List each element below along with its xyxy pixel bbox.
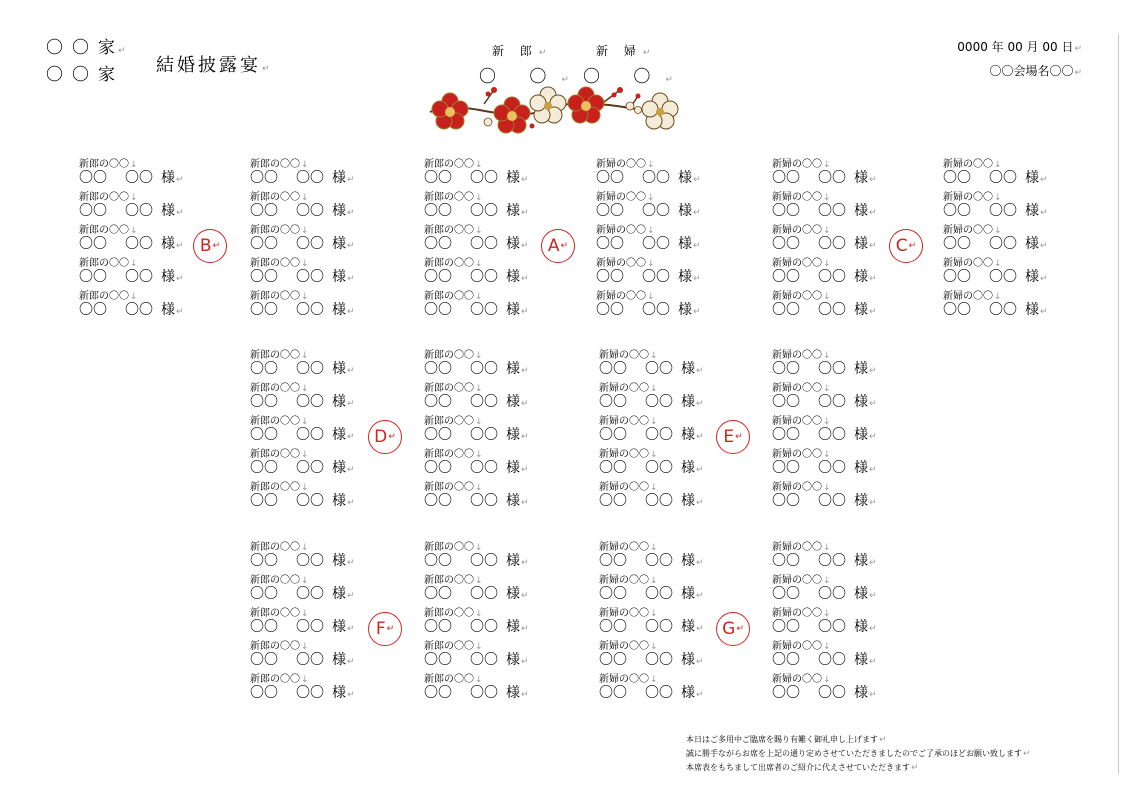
guest-name: 〇〇 〇〇 様↵ — [79, 236, 184, 252]
guest-relation: 新婦の〇〇↓ — [772, 542, 831, 553]
guest-entry — [424, 384, 542, 412]
guest-relation: 新郎の〇〇↓ — [424, 225, 483, 236]
guest-entry — [943, 259, 1061, 287]
guest-name: 〇〇 〇〇 様↵ — [250, 203, 355, 219]
guest-entry — [79, 160, 197, 188]
guest-entry — [599, 483, 717, 511]
guest-name: 〇〇 〇〇 様↵ — [772, 493, 877, 509]
guest-relation: 新郎の〇〇↓ — [424, 192, 483, 203]
guest-entry — [250, 543, 368, 571]
guest-name: 〇〇 〇〇 様↵ — [250, 619, 355, 635]
guest-relation: 新婦の〇〇↓ — [599, 575, 658, 586]
page-margin-line — [1118, 34, 1119, 774]
plum-flower-white — [530, 87, 566, 123]
guest-relation: 新郎の〇〇↓ — [250, 291, 309, 302]
guest-relation: 新郎の〇〇↓ — [250, 159, 309, 170]
guest-name: 〇〇 〇〇 様↵ — [424, 236, 529, 252]
guest-name: 〇〇 〇〇 様↵ — [250, 427, 355, 443]
date-venue — [957, 36, 1082, 84]
guest-relation: 新郎の〇〇↓ — [424, 159, 483, 170]
guest-name: 〇〇 〇〇 様↵ — [772, 460, 877, 476]
guest-name: 〇〇 〇〇 様↵ — [772, 685, 877, 701]
guest-entry — [772, 259, 890, 287]
guest-entry — [599, 609, 717, 637]
guest-entry — [772, 160, 890, 188]
guest-entry — [424, 576, 542, 604]
guest-relation: 新婦の〇〇↓ — [772, 449, 831, 460]
guest-entry — [772, 351, 890, 379]
guest-name: 〇〇 〇〇 様↵ — [424, 269, 529, 285]
guest-entry — [599, 543, 717, 571]
guest-entry — [250, 609, 368, 637]
guest-name: 〇〇 〇〇 様↵ — [599, 652, 704, 668]
guest-name: 〇〇 〇〇 様↵ — [424, 361, 529, 377]
guest-entry — [250, 193, 368, 221]
guest-name: 〇〇 〇〇 様↵ — [943, 236, 1048, 252]
guest-name: 〇〇 〇〇 様↵ — [424, 394, 529, 410]
guest-name: 〇〇 〇〇 様↵ — [943, 170, 1048, 186]
guest-relation: 新婦の〇〇↓ — [772, 674, 831, 685]
guest-relation: 新婦の〇〇↓ — [943, 291, 1002, 302]
guest-entry — [943, 226, 1061, 254]
plum-flower-red — [494, 97, 530, 133]
guest-entry — [599, 642, 717, 670]
guest-entry — [250, 160, 368, 188]
guest-name: 〇〇 〇〇 様↵ — [772, 394, 877, 410]
guest-entry — [250, 483, 368, 511]
guest-name: 〇〇 〇〇 様↵ — [424, 685, 529, 701]
plum-flower-red — [568, 87, 604, 123]
guest-name: 〇〇 〇〇 様↵ — [599, 685, 704, 701]
table-e-marker: E ↵ — [716, 420, 750, 454]
bride-name: 〇 〇↵ — [583, 67, 673, 87]
guest-name: 〇〇 〇〇 様↵ — [772, 652, 877, 668]
guest-name: 〇〇 〇〇 様↵ — [772, 361, 877, 377]
family-line-bride: 〇 〇 家 — [46, 65, 117, 85]
guest-relation: 新郎の〇〇↓ — [250, 641, 309, 652]
guest-relation: 新婦の〇〇↓ — [599, 641, 658, 652]
guest-entry — [250, 226, 368, 254]
guest-name: 〇〇 〇〇 様↵ — [424, 460, 529, 476]
guest-relation: 新郎の〇〇↓ — [250, 449, 309, 460]
guest-name: 〇〇 〇〇 様↵ — [599, 553, 704, 569]
guest-name: 〇〇 〇〇 様↵ — [79, 302, 184, 318]
table-b-marker: B ↵ — [193, 229, 227, 263]
guest-relation: 新婦の〇〇↓ — [772, 641, 831, 652]
guest-name: 〇〇 〇〇 様↵ — [250, 236, 355, 252]
guest-relation: 新郎の〇〇↓ — [424, 291, 483, 302]
groom-label: 新 郎↵ — [492, 44, 547, 58]
guest-name: 〇〇 〇〇 様↵ — [599, 619, 704, 635]
guest-name: 〇〇 〇〇 様↵ — [943, 302, 1048, 318]
plum-flower-white — [642, 93, 678, 129]
guest-entry — [250, 642, 368, 670]
guest-name: 〇〇 〇〇 様↵ — [424, 619, 529, 635]
guest-relation: 新婦の〇〇↓ — [772, 416, 831, 427]
table-g-marker: G ↵ — [716, 612, 750, 646]
guest-relation: 新婦の〇〇↓ — [599, 449, 658, 460]
guest-entry — [79, 226, 197, 254]
guest-relation: 新婦の〇〇↓ — [772, 159, 831, 170]
guest-name: 〇〇 〇〇 様↵ — [596, 302, 701, 318]
guest-entry — [79, 259, 197, 287]
guest-relation: 新郎の〇〇↓ — [250, 192, 309, 203]
guest-name: 〇〇 〇〇 様↵ — [599, 493, 704, 509]
guest-name: 〇〇 〇〇 様↵ — [424, 493, 529, 509]
venue-name: 〇〇会場名〇〇↵ — [989, 64, 1082, 78]
guest-name: 〇〇 〇〇 様↵ — [943, 203, 1048, 219]
guest-relation: 新婦の〇〇↓ — [599, 542, 658, 553]
guest-entry — [79, 193, 197, 221]
guest-entry — [599, 675, 717, 703]
guest-entry — [772, 193, 890, 221]
guest-entry — [424, 642, 542, 670]
guest-name: 〇〇 〇〇 様↵ — [596, 170, 701, 186]
guest-name: 〇〇 〇〇 様↵ — [599, 460, 704, 476]
guest-entry — [772, 642, 890, 670]
guest-relation: 新婦の〇〇↓ — [596, 192, 655, 203]
guest-entry — [599, 417, 717, 445]
guest-relation: 新婦の〇〇↓ — [772, 291, 831, 302]
guest-relation: 新婦の〇〇↓ — [943, 192, 1002, 203]
guest-name: 〇〇 〇〇 様↵ — [250, 586, 355, 602]
footer-note: 誠に勝手ながらお席を上記の通り定めさせていただきましたのでご了承のほどお願い致します↵ — [686, 749, 1031, 759]
guest-relation: 新婦の〇〇↓ — [599, 608, 658, 619]
guest-relation: 新郎の〇〇↓ — [250, 674, 309, 685]
guest-entry — [424, 675, 542, 703]
guest-name: 〇〇 〇〇 様↵ — [424, 203, 529, 219]
guest-relation: 新婦の〇〇↓ — [772, 608, 831, 619]
guest-name: 〇〇 〇〇 様↵ — [599, 586, 704, 602]
guest-name: 〇〇 〇〇 様↵ — [772, 586, 877, 602]
guest-entry — [772, 576, 890, 604]
guest-entry — [424, 609, 542, 637]
plum-blossom-garland — [424, 82, 686, 136]
table-d-marker: D ↵ — [368, 420, 402, 454]
guest-relation: 新婦の〇〇↓ — [943, 258, 1002, 269]
guest-relation: 新郎の〇〇↓ — [424, 575, 483, 586]
guest-relation: 新郎の〇〇↓ — [250, 482, 309, 493]
guest-entry — [424, 226, 542, 254]
table-a-marker: A ↵ — [541, 229, 575, 263]
guest-entry — [424, 259, 542, 287]
guest-entry — [599, 576, 717, 604]
guest-relation: 新郎の〇〇↓ — [424, 350, 483, 361]
guest-relation: 新郎の〇〇↓ — [250, 383, 309, 394]
groom-name: 〇 〇↵ — [479, 67, 569, 87]
guest-name: 〇〇 〇〇 様↵ — [424, 586, 529, 602]
guest-name: 〇〇 〇〇 様↵ — [772, 427, 877, 443]
guest-entry — [943, 160, 1061, 188]
guest-relation: 新郎の〇〇↓ — [250, 258, 309, 269]
guest-name: 〇〇 〇〇 様↵ — [424, 302, 529, 318]
event-date: 0000 年 00 月 00 日↵ — [957, 40, 1082, 54]
guest-name: 〇〇 〇〇 様↵ — [596, 203, 701, 219]
guest-relation: 新郎の〇〇↓ — [424, 542, 483, 553]
guest-entry — [599, 450, 717, 478]
guest-relation: 新婦の〇〇↓ — [596, 225, 655, 236]
guest-relation: 新婦の〇〇↓ — [596, 258, 655, 269]
guest-entry — [943, 292, 1061, 320]
guest-entry — [772, 292, 890, 320]
guest-relation: 新郎の〇〇↓ — [250, 225, 309, 236]
guest-entry — [943, 193, 1061, 221]
guest-entry — [772, 675, 890, 703]
table-f-marker: F ↵ — [368, 612, 402, 646]
guest-relation: 新郎の〇〇↓ — [424, 449, 483, 460]
guest-relation: 新郎の〇〇↓ — [424, 383, 483, 394]
guest-entry — [772, 384, 890, 412]
guest-name: 〇〇 〇〇 様↵ — [79, 203, 184, 219]
guest-name: 〇〇 〇〇 様↵ — [772, 170, 877, 186]
guest-entry — [772, 417, 890, 445]
guest-name: 〇〇 〇〇 様↵ — [424, 427, 529, 443]
guest-relation: 新郎の〇〇↓ — [79, 192, 138, 203]
guest-relation: 新婦の〇〇↓ — [772, 258, 831, 269]
guest-entry — [250, 417, 368, 445]
guest-entry — [424, 193, 542, 221]
guest-name: 〇〇 〇〇 様↵ — [250, 652, 355, 668]
guest-relation: 新婦の〇〇↓ — [772, 192, 831, 203]
guest-relation: 新婦の〇〇↓ — [596, 291, 655, 302]
guest-relation: 新郎の〇〇↓ — [79, 159, 138, 170]
guest-relation: 新郎の〇〇↓ — [424, 258, 483, 269]
guest-entry — [79, 292, 197, 320]
guest-name: 〇〇 〇〇 様↵ — [599, 361, 704, 377]
guest-name: 〇〇 〇〇 様↵ — [424, 170, 529, 186]
guest-name: 〇〇 〇〇 様↵ — [250, 361, 355, 377]
guest-entry — [250, 576, 368, 604]
footer-note: 本日はご多用中ご臨席を賜り有難く御礼申し上げます↵ — [686, 735, 887, 745]
plum-flower-red — [432, 93, 468, 129]
guest-name: 〇〇 〇〇 様↵ — [596, 269, 701, 285]
guest-relation: 新婦の〇〇↓ — [943, 225, 1002, 236]
guest-entry — [424, 351, 542, 379]
guest-name: 〇〇 〇〇 様↵ — [772, 203, 877, 219]
bride-label: 新 婦↵ — [596, 44, 651, 58]
guest-entry — [596, 160, 714, 188]
guest-name: 〇〇 〇〇 様↵ — [772, 236, 877, 252]
guest-entry — [424, 160, 542, 188]
guest-entry — [599, 384, 717, 412]
guest-entry — [772, 226, 890, 254]
guest-entry — [596, 193, 714, 221]
family-names — [46, 36, 126, 87]
guest-relation: 新郎の〇〇↓ — [79, 258, 138, 269]
guest-relation: 新郎の〇〇↓ — [250, 542, 309, 553]
guest-name: 〇〇 〇〇 様↵ — [250, 460, 355, 476]
guest-entry — [424, 417, 542, 445]
guest-name: 〇〇 〇〇 様↵ — [250, 685, 355, 701]
guest-relation: 新郎の〇〇↓ — [424, 482, 483, 493]
guest-relation: 新婦の〇〇↓ — [599, 383, 658, 394]
page-title: 結婚披露宴↵ — [156, 55, 270, 76]
guest-relation: 新郎の〇〇↓ — [250, 350, 309, 361]
guest-name: 〇〇 〇〇 様↵ — [250, 553, 355, 569]
guest-name: 〇〇 〇〇 様↵ — [250, 302, 355, 318]
family-line-groom: 〇 〇 家↵ — [46, 38, 126, 58]
guest-name: 〇〇 〇〇 様↵ — [599, 427, 704, 443]
guest-entry — [772, 609, 890, 637]
guest-relation: 新婦の〇〇↓ — [772, 482, 831, 493]
guest-relation: 新郎の〇〇↓ — [424, 608, 483, 619]
guest-entry — [250, 675, 368, 703]
guest-relation: 新郎の〇〇↓ — [424, 416, 483, 427]
guest-name: 〇〇 〇〇 様↵ — [79, 269, 184, 285]
guest-entry — [772, 543, 890, 571]
guest-entry — [424, 450, 542, 478]
guest-name: 〇〇 〇〇 様↵ — [772, 619, 877, 635]
guest-relation: 新婦の〇〇↓ — [772, 575, 831, 586]
guest-relation: 新郎の〇〇↓ — [424, 641, 483, 652]
guest-entry — [596, 259, 714, 287]
guest-name: 〇〇 〇〇 様↵ — [250, 394, 355, 410]
guest-entry — [424, 543, 542, 571]
guest-relation: 新婦の〇〇↓ — [772, 225, 831, 236]
guest-name: 〇〇 〇〇 様↵ — [772, 269, 877, 285]
footer-note: 本席表をもちまして出席者のご紹介に代えさせていただきます↵ — [686, 763, 919, 773]
guest-entry — [424, 483, 542, 511]
guest-relation: 新郎の〇〇↓ — [424, 674, 483, 685]
guest-relation: 新郎の〇〇↓ — [250, 575, 309, 586]
guest-name: 〇〇 〇〇 様↵ — [943, 269, 1048, 285]
guest-relation: 新郎の〇〇↓ — [250, 416, 309, 427]
guest-name: 〇〇 〇〇 様↵ — [424, 652, 529, 668]
guest-name: 〇〇 〇〇 様↵ — [599, 394, 704, 410]
guest-name: 〇〇 〇〇 様↵ — [772, 302, 877, 318]
guest-name: 〇〇 〇〇 様↵ — [250, 170, 355, 186]
table-c-marker: C ↵ — [889, 229, 923, 263]
guest-relation: 新婦の〇〇↓ — [596, 159, 655, 170]
guest-relation: 新婦の〇〇↓ — [599, 350, 658, 361]
guest-name: 〇〇 〇〇 様↵ — [250, 493, 355, 509]
guest-relation: 新婦の〇〇↓ — [599, 416, 658, 427]
guest-relation: 新婦の〇〇↓ — [599, 674, 658, 685]
guest-relation: 新婦の〇〇↓ — [599, 482, 658, 493]
guest-entry — [599, 351, 717, 379]
guest-entry — [250, 351, 368, 379]
guest-relation: 新郎の〇〇↓ — [79, 291, 138, 302]
guest-entry — [250, 384, 368, 412]
guest-relation: 新郎の〇〇↓ — [79, 225, 138, 236]
guest-name: 〇〇 〇〇 様↵ — [79, 170, 184, 186]
guest-entry — [596, 226, 714, 254]
guest-entry — [250, 450, 368, 478]
guest-entry — [772, 483, 890, 511]
guest-entry — [596, 292, 714, 320]
guest-relation: 新婦の〇〇↓ — [943, 159, 1002, 170]
guest-name: 〇〇 〇〇 様↵ — [424, 553, 529, 569]
guest-name: 〇〇 〇〇 様↵ — [596, 236, 701, 252]
guest-name: 〇〇 〇〇 様↵ — [250, 269, 355, 285]
guest-relation: 新婦の〇〇↓ — [772, 383, 831, 394]
guest-entry — [424, 292, 542, 320]
footer-notes — [686, 733, 1031, 775]
guest-relation: 新郎の〇〇↓ — [250, 608, 309, 619]
guest-entry — [250, 292, 368, 320]
guest-entry — [772, 450, 890, 478]
guest-entry — [250, 259, 368, 287]
guest-relation: 新婦の〇〇↓ — [772, 350, 831, 361]
guest-name: 〇〇 〇〇 様↵ — [772, 553, 877, 569]
